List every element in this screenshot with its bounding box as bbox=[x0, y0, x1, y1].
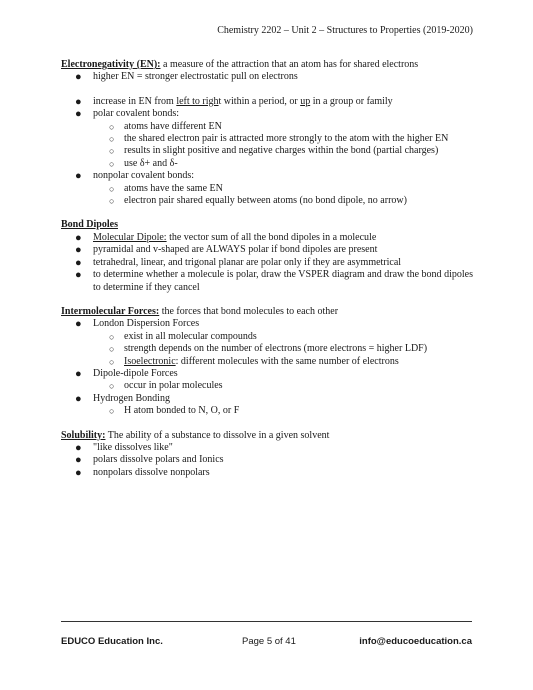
list-item-text: use δ+ and δ- bbox=[124, 157, 178, 169]
list-item-text: polars dissolve polars and Ionics bbox=[93, 454, 224, 466]
footer-divider bbox=[61, 621, 472, 622]
footer-page-number: Page 5 of 41 bbox=[242, 636, 296, 647]
list-item-text: atoms have different EN bbox=[124, 120, 222, 132]
list-item-text: tetrahedral, linear, and trigonal planar are polar only if they are asymmetrical bbox=[93, 256, 402, 268]
list-item-text: strength depends on the number of electrons (more electrons = higher LDF) bbox=[124, 343, 428, 355]
bullet-icon: ● bbox=[75, 318, 82, 331]
dipoles-heading: Bond Dipoles bbox=[61, 219, 118, 231]
list-item bbox=[61, 467, 473, 479]
imf-list bbox=[61, 318, 473, 417]
sol-definition: The ability of a substance to dissolve in a given solvent bbox=[105, 429, 330, 441]
bullet-icon: ● bbox=[75, 392, 82, 405]
section-spacer bbox=[61, 294, 473, 306]
section-spacer bbox=[61, 418, 473, 430]
bullet-icon: ● bbox=[75, 367, 82, 380]
list-item-text: polar covalent bonds: bbox=[93, 108, 180, 120]
list-item-text: atoms have the same EN bbox=[124, 182, 223, 194]
list-item-text: occur in polar molecules bbox=[124, 380, 223, 392]
bullet-icon: ● bbox=[75, 454, 82, 467]
sub-bullet-icon: ○ bbox=[109, 381, 115, 392]
document-body bbox=[61, 59, 473, 479]
list-item bbox=[61, 393, 473, 405]
electronegativity-section bbox=[61, 59, 473, 207]
list-item-text: "like dissolves like" bbox=[93, 441, 173, 453]
bullet-icon: ● bbox=[75, 466, 82, 479]
sub-list-item bbox=[61, 331, 473, 343]
sub-bullet-icon: ○ bbox=[109, 134, 115, 145]
sol-list bbox=[61, 442, 473, 479]
list-item-text: Hydrogen Bonding bbox=[93, 392, 170, 404]
solubility-section bbox=[61, 430, 473, 480]
list-item-text: in a group or family bbox=[310, 95, 393, 107]
underlined-text: Molecular Dipole: bbox=[93, 231, 167, 243]
list-item-text: Dipole-dipole Forces bbox=[93, 367, 178, 379]
section-heading bbox=[61, 306, 473, 318]
list-item-text: the vector sum of all the bond dipoles in a molecule bbox=[166, 231, 377, 243]
bullet-icon: ● bbox=[75, 71, 82, 84]
list-item bbox=[61, 232, 473, 244]
list-item-text: higher EN = stronger electrostatic pull on electrons bbox=[93, 71, 298, 83]
underlined-text: up bbox=[300, 95, 311, 107]
sub-bullet-icon: ○ bbox=[109, 196, 115, 207]
en-heading: Electronegativity (EN): bbox=[61, 59, 161, 70]
sol-heading: Solubility: bbox=[61, 429, 106, 441]
footer-company: EDUCO Education Inc. bbox=[61, 636, 163, 647]
list-item-text: results in slight positive and negative charges within the bond (partial charges) bbox=[124, 145, 439, 157]
list-item-text: to determine whether a molecule is polar, draw the VSPER diagram and draw the bond dipoles to determine if they cancel bbox=[93, 269, 473, 293]
list-item bbox=[61, 368, 473, 380]
bullet-icon: ● bbox=[75, 441, 82, 454]
bullet-icon: ● bbox=[75, 108, 82, 121]
sub-bullet-icon: ○ bbox=[109, 356, 115, 367]
sub-bullet-icon: ○ bbox=[109, 331, 115, 342]
list-item bbox=[61, 170, 473, 182]
en-definition: a measure of the attraction that an atom has for shared electrons bbox=[160, 59, 419, 70]
bullet-icon: ● bbox=[75, 170, 82, 183]
underlined-text: Isoelectronic bbox=[124, 355, 176, 367]
intermolecular-forces-section bbox=[61, 306, 473, 418]
list-item-text: : different molecules with the same number of electrons bbox=[175, 355, 399, 367]
list-item bbox=[61, 318, 473, 330]
list-item bbox=[61, 96, 473, 108]
underlined-text: left to righ bbox=[176, 95, 219, 107]
list-item-text: electron pair shared equally between atoms (no bond dipole, no arrow) bbox=[124, 195, 407, 207]
list-item-text: nonpolars dissolve nonpolars bbox=[93, 466, 210, 478]
list-item-text: t within a period, or bbox=[218, 95, 301, 107]
list-item bbox=[61, 269, 473, 294]
bullet-icon: ● bbox=[75, 244, 82, 257]
sub-list-item bbox=[61, 183, 473, 195]
list-item bbox=[61, 71, 473, 83]
section-heading bbox=[61, 430, 473, 442]
section-spacer bbox=[61, 207, 473, 219]
list-item-text: increase in EN from bbox=[93, 95, 177, 107]
sub-list-item bbox=[61, 195, 473, 207]
list-item-text: nonpolar covalent bonds: bbox=[93, 170, 195, 182]
sub-bullet-icon: ○ bbox=[109, 146, 115, 157]
sub-list-item bbox=[61, 380, 473, 392]
footer-email-link[interactable]: info@educoeducation.ca bbox=[359, 636, 472, 647]
list-item bbox=[61, 442, 473, 454]
imf-definition: the forces that bond molecules to each other bbox=[159, 305, 339, 317]
dipoles-list bbox=[61, 232, 473, 294]
sub-list-item bbox=[61, 121, 473, 133]
list-item bbox=[61, 244, 473, 256]
imf-heading: Intermolecular Forces: bbox=[61, 305, 160, 317]
sub-list-item bbox=[61, 356, 473, 368]
list-spacer bbox=[61, 84, 473, 96]
bullet-icon: ● bbox=[75, 95, 82, 108]
sub-list-item bbox=[61, 158, 473, 170]
list-item bbox=[61, 454, 473, 466]
sub-bullet-icon: ○ bbox=[109, 121, 115, 132]
sub-bullet-icon: ○ bbox=[109, 183, 115, 194]
sub-list-item bbox=[61, 133, 473, 145]
list-item-text: the shared electron pair is attracted more strongly to the atom with the higher EN bbox=[124, 133, 449, 145]
section-heading bbox=[61, 59, 473, 71]
list-item-text: H atom bonded to N, O, or F bbox=[124, 405, 240, 417]
bond-dipoles-section bbox=[61, 219, 473, 293]
en-list bbox=[61, 71, 473, 207]
list-item bbox=[61, 108, 473, 120]
sub-bullet-icon: ○ bbox=[109, 158, 115, 169]
sub-list-item bbox=[61, 343, 473, 355]
bullet-icon: ● bbox=[75, 269, 82, 282]
list-item bbox=[61, 257, 473, 269]
list-item-text: London Dispersion Forces bbox=[93, 318, 200, 330]
sub-bullet-icon: ○ bbox=[109, 406, 115, 417]
page-header: Chemistry 2202 – Unit 2 – Structures to Properties (2019-2020) bbox=[217, 25, 473, 36]
bullet-icon: ● bbox=[75, 256, 82, 269]
sub-list-item bbox=[61, 145, 473, 157]
section-heading bbox=[61, 219, 473, 231]
sub-bullet-icon: ○ bbox=[109, 344, 115, 355]
list-item-text: pyramidal and v-shaped are ALWAYS polar if bond dipoles are present bbox=[93, 244, 378, 256]
list-item-text: exist in all molecular compounds bbox=[124, 330, 257, 342]
bullet-icon: ● bbox=[75, 231, 82, 244]
sub-list-item bbox=[61, 405, 473, 417]
